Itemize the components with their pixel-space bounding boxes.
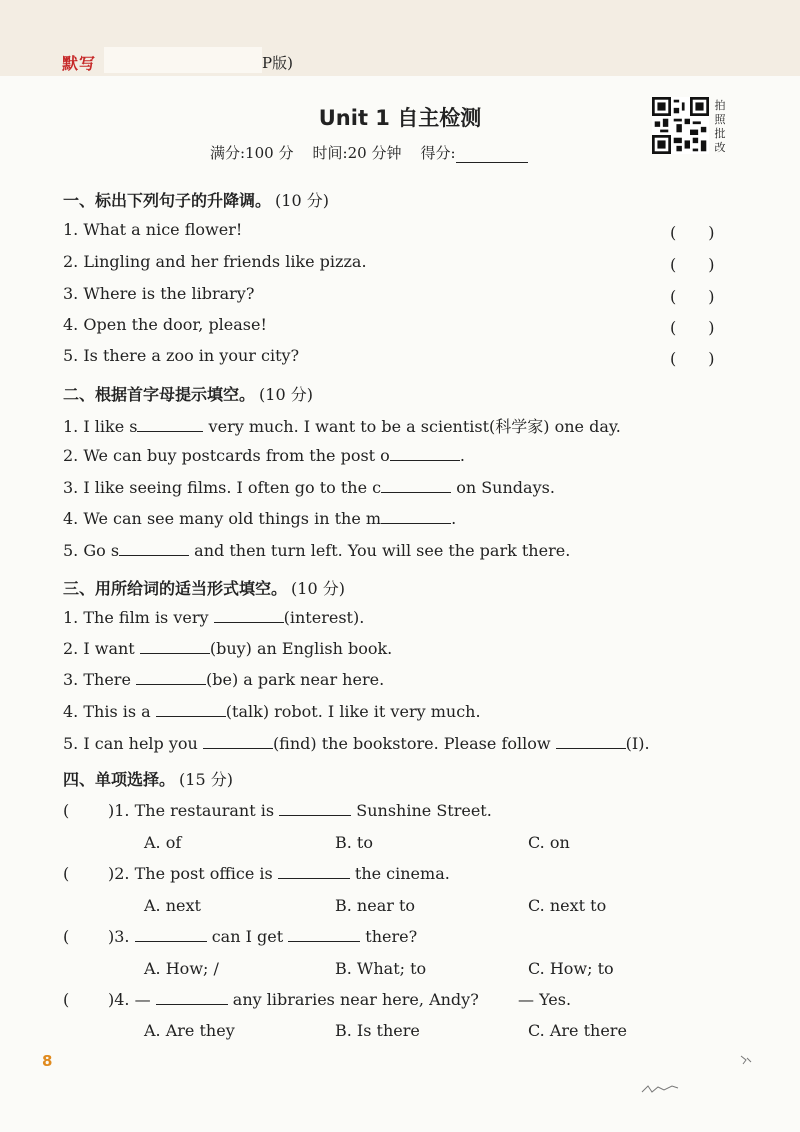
section-3-heading: 三、用所给词的适当形式填空。 (10 分)	[63, 579, 345, 598]
mc-option[interactable]: B. to	[335, 833, 373, 852]
s2-item: 1. I like s very much. I want to be a scientist(科学家) one day.	[63, 417, 621, 436]
score-label: 得分:	[420, 144, 456, 162]
mc-option[interactable]: B. What; to	[335, 959, 427, 978]
section-1-heading: 一、标出下列句子的升降调。 (10 分)	[63, 191, 329, 210]
s3-item: 4. This is a (talk) robot. I like it very much.	[63, 702, 481, 721]
answer-bracket[interactable]: ( )	[670, 287, 715, 306]
answer-bracket[interactable]: (	[63, 990, 70, 1009]
s3-item: 5. I can help you (find) the bookstore. Please follow (I).	[63, 734, 650, 753]
fill-blank[interactable]	[203, 734, 273, 749]
page-number: 8	[42, 1052, 53, 1070]
mc-question: )2. The post office is the cinema.	[108, 864, 450, 883]
s1-item: 1. What a nice flower!	[63, 220, 243, 239]
fill-blank[interactable]	[381, 478, 451, 493]
fill-blank[interactable]	[278, 864, 350, 879]
fill-blank[interactable]	[279, 801, 351, 816]
section-4-heading: 四、单项选择。 (15 分)	[63, 770, 233, 789]
s2-item: 2. We can buy postcards from the post o .	[63, 446, 465, 465]
mc-option[interactable]: C. next to	[528, 896, 607, 915]
s1-item: 2. Lingling and her friends like pizza.	[63, 252, 367, 271]
section-2-heading: 二、根据首字母提示填空。 (10 分)	[63, 385, 313, 404]
mc-option[interactable]: A. Are they	[144, 1021, 235, 1040]
mc-question: )4. — any libraries near here, Andy?	[108, 990, 479, 1009]
fill-blank[interactable]	[137, 417, 203, 432]
score-meta	[210, 142, 528, 163]
answer-bracket[interactable]: ( )	[670, 318, 715, 337]
answer-bracket[interactable]: ( )	[670, 223, 715, 242]
s2-item: 4. We can see many old things in the m .	[63, 509, 457, 528]
answer-bracket[interactable]: (	[63, 864, 70, 883]
answer-bracket[interactable]: (	[63, 927, 70, 946]
s1-item: 5. Is there a zoo in your city?	[63, 346, 300, 365]
mc-question: )1. The restaurant is Sunshine Street.	[108, 801, 492, 820]
s2-item: 5. Go s and then turn left. You will see the park there.	[63, 541, 571, 560]
answer-bracket[interactable]: (	[63, 801, 70, 820]
answer-bracket[interactable]: ( )	[670, 349, 715, 368]
s2-item: 3. I like seeing films. I often go to the c on Sundays.	[63, 478, 555, 497]
mc-option[interactable]: A. How; /	[144, 959, 219, 978]
s3-item: 3. There (be) a park near here.	[63, 670, 385, 689]
full-score: 满分:100 分	[210, 144, 294, 162]
mc-question: )3. can I get there?	[108, 927, 418, 946]
fill-blank[interactable]	[156, 990, 228, 1005]
edition-label: P版)	[262, 54, 293, 72]
fill-blank[interactable]	[390, 446, 460, 461]
s3-item: 2. I want (buy) an English book.	[63, 639, 393, 658]
score-blank	[456, 144, 528, 163]
fill-blank[interactable]	[140, 639, 210, 654]
fill-blank[interactable]	[135, 927, 207, 942]
mc-option[interactable]: C. Are there	[528, 1021, 627, 1040]
fill-blank[interactable]	[556, 734, 626, 749]
mc-reply: — Yes.	[518, 990, 572, 1009]
time-limit: 时间:20 分钟	[312, 144, 402, 162]
masked-series-name	[104, 47, 262, 73]
mc-option[interactable]: A. of	[144, 833, 182, 852]
brand-mark: 默写	[62, 54, 97, 73]
s3-item: 1. The film is very (interest).	[63, 608, 365, 627]
qr-code-icon[interactable]	[652, 97, 709, 154]
s1-item: 4. Open the door, please!	[63, 315, 267, 334]
mc-option[interactable]: B. near to	[335, 896, 416, 915]
fill-blank[interactable]	[119, 541, 189, 556]
answer-bracket[interactable]: ( )	[670, 255, 715, 274]
fill-blank[interactable]	[288, 927, 360, 942]
page-title: Unit 1 自主检测	[318, 106, 482, 130]
s1-item: 3. Where is the library?	[63, 284, 255, 303]
decorative-mark-icon	[738, 1052, 754, 1068]
decorative-scribble-icon	[640, 1080, 680, 1096]
mc-option[interactable]: C. How; to	[528, 959, 614, 978]
qr-caption: 拍 照 批 改	[714, 99, 726, 154]
mc-option[interactable]: A. next	[144, 896, 201, 915]
fill-blank[interactable]	[381, 509, 451, 524]
fill-blank[interactable]	[136, 670, 206, 685]
fill-blank[interactable]	[214, 608, 284, 623]
mc-option[interactable]: C. on	[528, 833, 570, 852]
mc-option[interactable]: B. Is there	[335, 1021, 420, 1040]
fill-blank[interactable]	[156, 702, 226, 717]
